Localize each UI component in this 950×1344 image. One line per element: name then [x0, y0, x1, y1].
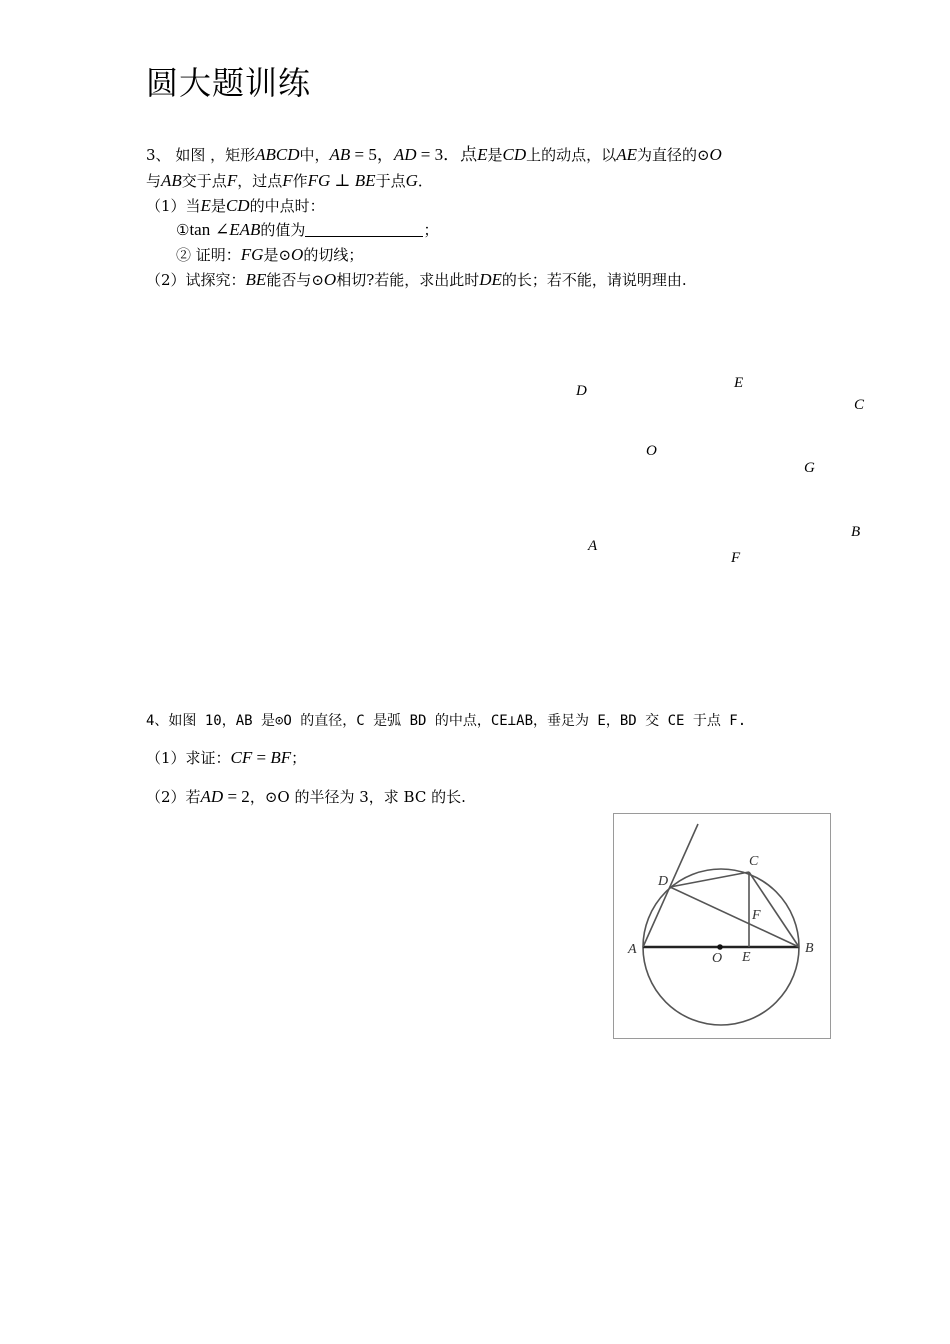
q4-line-1: 4、如图 10，AB 是⊙O 的直径，C 是弧 BD 的中点，CE⊥AB，垂足为 E，BD 交 CE 于点 F.	[146, 713, 747, 729]
math-ad: AD	[200, 787, 224, 806]
math-be: BE	[354, 171, 376, 190]
page-title: 圆大题训练	[146, 64, 312, 102]
q3-label-c: C	[854, 397, 865, 413]
q3-part-1-b	[176, 245, 363, 265]
line-ad-extended	[643, 824, 698, 947]
math-eq: =	[252, 748, 271, 767]
q4-text: （1）求证：	[146, 749, 231, 767]
q3-part-2	[146, 270, 687, 290]
q3-text: 上的动点，以	[526, 146, 617, 164]
math-be: BE	[245, 270, 267, 289]
math-tan: tan	[189, 220, 211, 239]
q4-label-f: F	[752, 908, 761, 923]
math-o: O	[291, 245, 304, 264]
q4-label-d: D	[658, 874, 669, 889]
math-o: O	[709, 145, 722, 164]
math-ab: AB	[161, 171, 182, 190]
math-fg: FG	[240, 245, 264, 264]
q3-label-a: A	[588, 538, 598, 554]
math-f: F	[226, 171, 238, 190]
q3-text: 相切?若能，求出此时	[336, 271, 480, 289]
math-eq-3: = 3．点	[416, 145, 478, 164]
math-fg: FG	[307, 171, 331, 190]
q3-text: 与	[146, 172, 162, 190]
math-angle-eab: ∠EAB	[215, 220, 261, 239]
math-cf: CF	[230, 748, 253, 767]
q4-figure-drawing	[614, 814, 830, 1038]
q4-label-c: C	[749, 854, 759, 869]
q4-part-2	[146, 787, 466, 807]
math-cd: CD	[225, 196, 250, 215]
q4-figure	[613, 813, 831, 1039]
q3-line-2	[146, 171, 433, 191]
math-g: G	[405, 171, 418, 190]
math-perp: ⊥	[330, 171, 355, 190]
q3-number: 3、	[146, 146, 171, 164]
q3-label-g: G	[804, 460, 815, 476]
q3-text: 是	[210, 197, 226, 215]
math-de: DE	[479, 270, 502, 289]
q3-label-f: F	[731, 550, 741, 566]
q3-text: 的值为	[260, 221, 306, 239]
q3-text: （1）当	[146, 197, 201, 215]
q4-label-o: O	[712, 951, 723, 966]
q3-text: 能否与⊙	[266, 271, 324, 289]
q3-part-1	[146, 196, 325, 216]
q3-text: ；	[423, 221, 439, 239]
q3-text: ．	[417, 172, 433, 190]
q3-label-e: E	[734, 375, 744, 391]
math-ad: AD	[393, 145, 417, 164]
q4-label-b: B	[805, 941, 814, 956]
math-eq-2: = 2	[223, 787, 250, 806]
q3-text: 的切线；	[303, 246, 364, 264]
q4-label-e: E	[742, 950, 751, 965]
q4-text: （2）若	[146, 788, 201, 806]
q3-text: ，过点	[237, 172, 283, 190]
q4-text: ；	[291, 749, 307, 767]
math-e: E	[477, 145, 488, 164]
q4-text: ，⊙O 的半径为 3，求 BC 的长.	[249, 788, 466, 806]
q3-text: 为直径的⊙	[636, 146, 710, 164]
q3-text: 是⊙	[263, 246, 292, 264]
q4-label-a: A	[628, 942, 637, 957]
answer-blank[interactable]	[305, 222, 423, 237]
center-o-dot	[717, 944, 723, 950]
math-ae: AE	[616, 145, 637, 164]
q3-text: 的长；若不能，请说明理由.	[501, 271, 687, 289]
math-e: E	[200, 196, 211, 215]
q3-label-o: O	[646, 443, 657, 459]
math-f: F	[282, 171, 293, 190]
math-cd: CD	[502, 145, 527, 164]
q3-text: 作	[292, 172, 308, 190]
q3-text: 交于点	[181, 172, 227, 190]
q3-line-1	[146, 145, 722, 165]
math-o: O	[323, 270, 337, 289]
q3-text: 如图 ，矩形	[170, 146, 256, 164]
q3-text: ② 证明：	[176, 246, 241, 264]
q3-label-b: B	[851, 524, 861, 540]
q4-part-1	[146, 748, 306, 768]
q3-label-d: D	[576, 383, 587, 399]
q3-part-1-a	[176, 220, 438, 240]
math-ab: AB	[329, 145, 351, 164]
q3-text: 是	[487, 146, 503, 164]
math-bf: BF	[270, 748, 292, 767]
q3-text: 于点	[375, 172, 406, 190]
q3-text: 的中点时：	[249, 197, 325, 215]
q3-text: ①	[176, 221, 190, 239]
q3-text: （2）试探究：	[146, 271, 246, 289]
math-eq-5: = 5，	[350, 145, 394, 164]
math-abcd: ABCD	[255, 145, 300, 164]
q3-text: 中，	[299, 146, 330, 164]
